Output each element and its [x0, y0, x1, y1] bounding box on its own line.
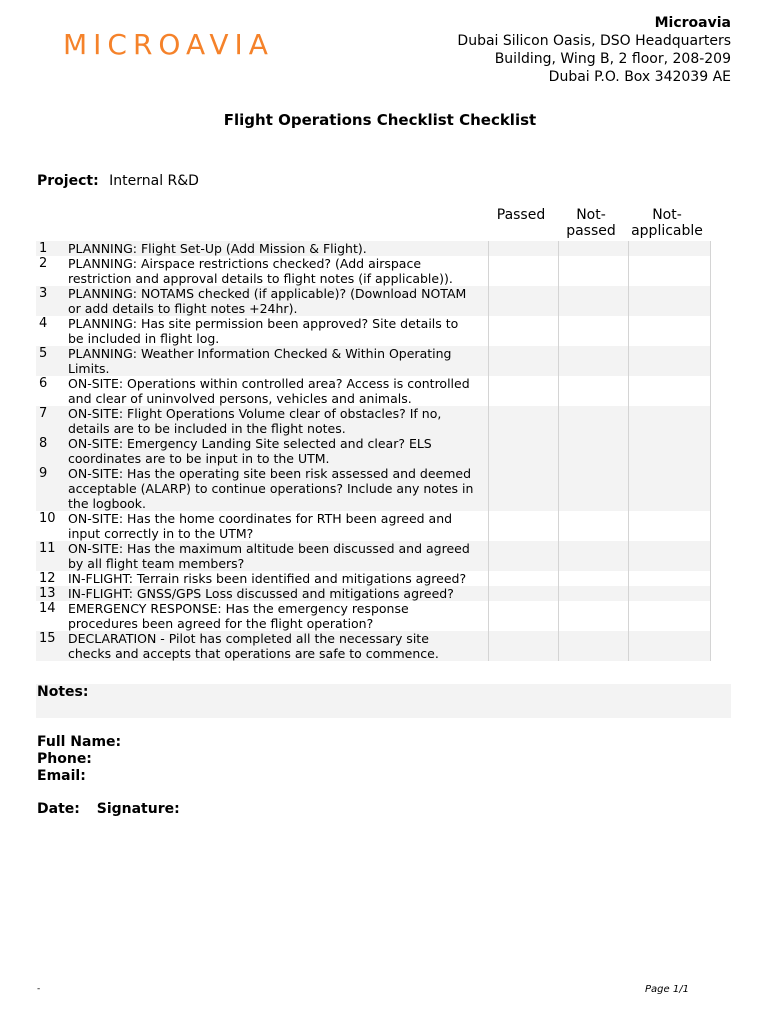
checklist-item-text-line: ON-SITE: Has the home coordinates for RTH been agreed and — [68, 511, 453, 526]
checklist-item-text-line: coordinates are to be input in to the UTM. — [68, 451, 330, 466]
checklist-row — [36, 511, 711, 541]
checklist-row — [36, 376, 711, 406]
cell-divider — [628, 631, 629, 661]
checklist-item-text — [68, 631, 488, 661]
address-line-2: Building, Wing B, 2 floor, 208-209 — [494, 51, 731, 67]
checklist-row — [36, 541, 711, 571]
checklist-row-cells[interactable] — [488, 376, 711, 406]
cell-divider — [488, 316, 489, 346]
cell-divider — [710, 241, 711, 256]
checklist-row-cells[interactable] — [488, 241, 711, 256]
cell-divider — [558, 241, 559, 256]
checklist-item-number: 7 — [39, 406, 48, 421]
date-signature-line — [37, 801, 192, 817]
column-header-passed — [488, 207, 554, 223]
checklist-item-text-line: ON-SITE: Emergency Landing Site selected and clear? ELS — [68, 436, 432, 451]
project-value: Internal R&D — [109, 173, 199, 189]
checklist-row-cells[interactable] — [488, 601, 711, 631]
checklist-row-cells[interactable] — [488, 571, 711, 586]
checklist-item-text — [68, 241, 488, 256]
cell-divider — [488, 286, 489, 316]
column-header-not-passed-line-2: passed — [566, 223, 616, 239]
cell-divider — [710, 511, 711, 541]
cell-divider — [488, 406, 489, 436]
cell-divider — [488, 346, 489, 376]
checklist-item-text-line: acceptable (ALARP) to continue operations? Include any notes in — [68, 481, 474, 496]
checklist-item-text-line: DECLARATION - Pilot has completed all the necessary site — [68, 631, 429, 646]
checklist-item-text-line: and clear of uninvolved persons, vehicles and animals. — [68, 391, 412, 406]
cell-divider — [710, 436, 711, 466]
notes-label: Notes: — [37, 684, 89, 700]
checklist-item-text-line: PLANNING: Flight Set-Up (Add Mission & Flight). — [68, 241, 367, 256]
checklist-row — [36, 466, 711, 511]
cell-divider — [558, 286, 559, 316]
column-header-not-applicable-line-2: applicable — [631, 223, 703, 239]
column-header-not-passed — [558, 207, 624, 239]
cell-divider — [628, 376, 629, 406]
email-label: Email: — [37, 768, 86, 784]
checklist-row-cells[interactable] — [488, 586, 711, 601]
company-address-block — [457, 14, 731, 86]
checklist-item-number: 13 — [39, 586, 56, 601]
checklist-row — [36, 346, 711, 376]
cell-divider — [628, 256, 629, 286]
checklist-item-text-line: ON-SITE: Operations within controlled area? Access is controlled — [68, 376, 470, 391]
contact-fields — [37, 734, 121, 785]
footer-dash: - — [37, 984, 41, 994]
checklist-row-cells[interactable] — [488, 406, 711, 436]
checklist-item-text-line: the logbook. — [68, 496, 146, 511]
cell-divider — [488, 256, 489, 286]
checklist-item-number: 10 — [39, 511, 56, 526]
checklist-item-text-line: ON-SITE: Flight Operations Volume clear of obstacles? If no, — [68, 406, 442, 421]
checklist-row-cells[interactable] — [488, 541, 711, 571]
cell-divider — [558, 436, 559, 466]
cell-divider — [558, 571, 559, 586]
cell-divider — [488, 436, 489, 466]
cell-divider — [558, 586, 559, 601]
checklist-row — [36, 586, 711, 601]
checklist-row-cells[interactable] — [488, 346, 711, 376]
checklist-row — [36, 571, 711, 586]
column-header-not-applicable-line-1: Not- — [652, 207, 682, 223]
cell-divider — [558, 541, 559, 571]
cell-divider — [488, 376, 489, 406]
cell-divider — [628, 406, 629, 436]
checklist-item-text — [68, 601, 488, 631]
notes-area[interactable] — [36, 684, 731, 718]
cell-divider — [628, 586, 629, 601]
checklist-row — [36, 256, 711, 286]
checklist-item-text-line: procedures been agreed for the flight operation? — [68, 616, 374, 631]
cell-divider — [710, 571, 711, 586]
cell-divider — [488, 241, 489, 256]
cell-divider — [710, 541, 711, 571]
cell-divider — [710, 256, 711, 286]
checklist-item-text-line: be included in flight log. — [68, 331, 220, 346]
checklist-item-text-line: ON-SITE: Has the operating site been risk assessed and deemed — [68, 466, 472, 481]
cell-divider — [628, 541, 629, 571]
checklist-item-text-line: PLANNING: Weather Information Checked & Within Operating — [68, 346, 452, 361]
cell-divider — [710, 586, 711, 601]
cell-divider — [710, 601, 711, 631]
cell-divider — [710, 631, 711, 661]
cell-divider — [628, 571, 629, 586]
checklist-item-number: 8 — [39, 436, 48, 451]
checklist-item-text-line: PLANNING: Has site permission been approved? Site details to — [68, 316, 459, 331]
cell-divider — [628, 241, 629, 256]
checklist-row-cells[interactable] — [488, 631, 711, 661]
checklist-item-text — [68, 466, 488, 511]
project-label: Project: — [37, 173, 99, 189]
logo-text: MICROAVIA — [63, 30, 274, 60]
checklist-item-number: 14 — [39, 601, 56, 616]
project-line — [37, 173, 199, 189]
cell-divider — [710, 466, 711, 511]
column-header-passed-line: Passed — [496, 207, 546, 223]
cell-divider — [628, 601, 629, 631]
checklist-item-text — [68, 286, 488, 316]
checklist-item-number: 4 — [39, 316, 48, 331]
checklist-item-text-line: ON-SITE: Has the maximum altitude been discussed and agreed — [68, 541, 470, 556]
checklist-row — [36, 436, 711, 466]
cell-divider — [710, 376, 711, 406]
checklist-item-text — [68, 436, 488, 466]
cell-divider — [558, 511, 559, 541]
microavia-logo — [63, 30, 373, 60]
checklist-item-number: 9 — [39, 466, 48, 481]
cell-divider — [710, 346, 711, 376]
cell-divider — [488, 511, 489, 541]
cell-divider — [628, 316, 629, 346]
checklist-item-text-line: input correctly in to the UTM? — [68, 526, 254, 541]
checklist-item-text-line: EMERGENCY RESPONSE: Has the emergency response — [68, 601, 409, 616]
checklist-item-number: 2 — [39, 256, 48, 271]
checklist-item-text-line: restriction and approval details to flight notes (if applicable)). — [68, 271, 453, 286]
checklist-row-cells[interactable] — [488, 316, 711, 346]
checklist-row — [36, 286, 711, 316]
checklist-row-cells[interactable] — [488, 256, 711, 286]
cell-divider — [628, 466, 629, 511]
checklist-item-text — [68, 541, 488, 571]
checklist-item-text-line: or add details to flight notes +24hr). — [68, 301, 298, 316]
cell-divider — [488, 466, 489, 511]
checklist-table — [36, 241, 711, 661]
checklist-item-text-line: IN-FLIGHT: Terrain risks been identified and mitigations agreed? — [68, 571, 467, 586]
checklist-item-text — [68, 256, 488, 286]
checklist-item-text-line: IN-FLIGHT: GNSS/GPS Loss discussed and mitigations agreed? — [68, 586, 454, 601]
column-header-not-applicable — [628, 207, 706, 239]
cell-divider — [558, 466, 559, 511]
full-name-label: Full Name: — [37, 734, 122, 750]
cell-divider — [558, 406, 559, 436]
checklist-item-number: 12 — [39, 571, 56, 586]
cell-divider — [558, 256, 559, 286]
checklist-item-number: 6 — [39, 376, 48, 391]
checklist-row — [36, 406, 711, 436]
checklist-row — [36, 631, 711, 661]
cell-divider — [488, 541, 489, 571]
checklist-row-cells[interactable] — [488, 511, 711, 541]
column-header-not-passed-line-1: Not- — [576, 207, 606, 223]
cell-divider — [488, 586, 489, 601]
checklist-item-text-line: Limits. — [68, 361, 110, 376]
checklist-item-text — [68, 346, 488, 376]
checklist-item-text — [68, 571, 488, 586]
date-label: Date: — [37, 801, 80, 817]
checklist-item-number: 5 — [39, 346, 48, 361]
checklist-item-text-line: checks and accepts that operations are safe to commence. — [68, 646, 439, 661]
cell-divider — [628, 286, 629, 316]
checklist-item-text-line: details are to be included in the flight notes. — [68, 421, 346, 436]
address-line-1: Dubai Silicon Oasis, DSO Headquarters — [457, 33, 731, 49]
cell-divider — [710, 406, 711, 436]
checklist-item-number: 3 — [39, 286, 48, 301]
checklist-row-cells[interactable] — [488, 436, 711, 466]
checklist-row-cells[interactable] — [488, 286, 711, 316]
cell-divider — [628, 511, 629, 541]
cell-divider — [488, 601, 489, 631]
cell-divider — [628, 436, 629, 466]
signature-label: Signature: — [96, 801, 180, 817]
cell-divider — [488, 631, 489, 661]
checklist-item-text-line: PLANNING: Airspace restrictions checked? (Add airspace — [68, 256, 422, 271]
phone-label: Phone: — [37, 751, 92, 767]
address-line-3: Dubai P.O. Box 342039 AE — [548, 69, 731, 85]
checklist-item-text-line: by all flight team members? — [68, 556, 245, 571]
cell-divider — [558, 376, 559, 406]
checklist-row-cells[interactable] — [488, 466, 711, 511]
checklist-item-number: 11 — [39, 541, 56, 556]
cell-divider — [558, 316, 559, 346]
checklist-item-text — [68, 406, 488, 436]
page-number: Page 1/1 — [645, 984, 689, 995]
checklist-item-text — [68, 586, 488, 601]
cell-divider — [558, 346, 559, 376]
checklist-row — [36, 601, 711, 631]
checklist-item-number: 1 — [39, 241, 48, 256]
checklist-item-text-line: PLANNING: NOTAMS checked (if applicable)? (Download NOTAM — [68, 286, 467, 301]
checklist-item-text — [68, 316, 488, 346]
checklist-item-number: 15 — [39, 631, 56, 646]
cell-divider — [558, 601, 559, 631]
checklist-item-text — [68, 511, 488, 541]
cell-divider — [558, 631, 559, 661]
cell-divider — [628, 346, 629, 376]
cell-divider — [710, 286, 711, 316]
checklist-row — [36, 241, 711, 256]
company-name: Microavia — [654, 15, 731, 31]
cell-divider — [488, 571, 489, 586]
checklist-row — [36, 316, 711, 346]
document-title: Flight Operations Checklist Checklist — [223, 111, 537, 129]
checklist-item-text — [68, 376, 488, 406]
cell-divider — [710, 316, 711, 346]
